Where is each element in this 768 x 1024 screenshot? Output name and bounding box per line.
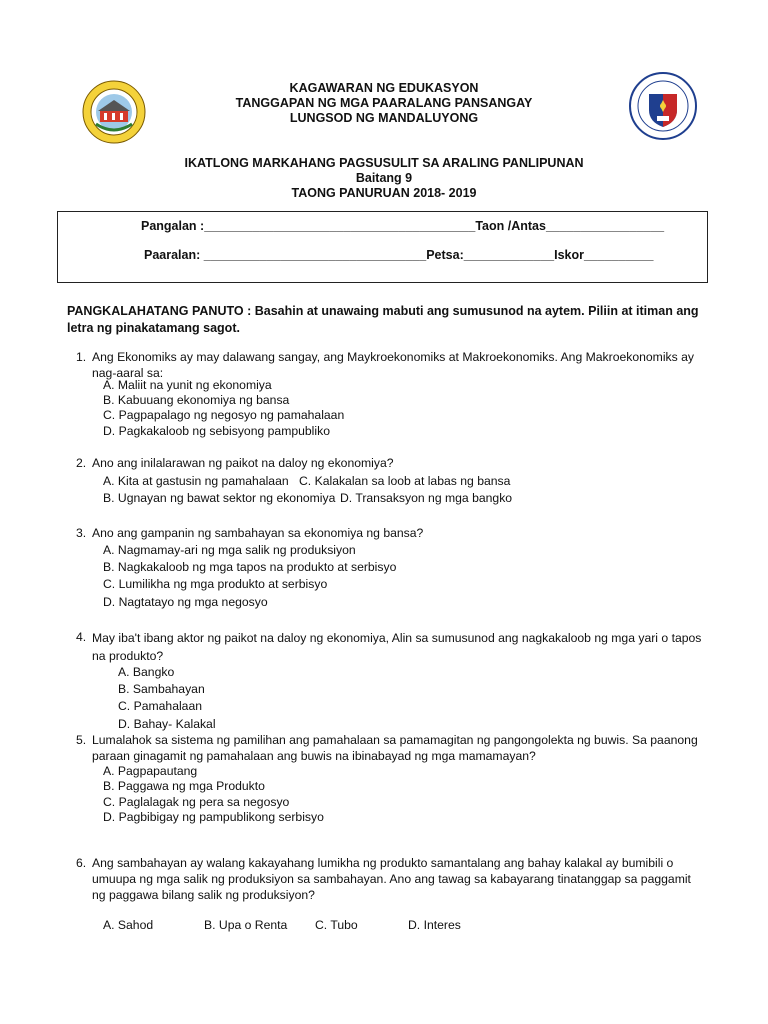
q1-option-d[interactable]: D. Pagkakaloob ng sebisyong pampubliko: [103, 424, 330, 438]
question-6-text: Ang sambahayan ay walang kakayahang lumikha ng produkto samantalang ang bahay kalakal ay bumibili o umuupa ng mga salik ng produksiyon sa sambahayan. Ano ang tawag sa kabayarang tinatanggap sa paggamit ng paggawa bilang salik ng produksiyon?: [92, 856, 691, 902]
question-2-text: Ano ang inilalarawan ng paikot na daloy ng ekonomiya?: [92, 456, 394, 470]
q1-option-b[interactable]: B. Kabuuang ekonomiya ng bansa: [103, 393, 290, 407]
q4-option-d[interactable]: D. Bahay- Kalakal: [118, 717, 216, 731]
q6-option-a[interactable]: A. Sahod: [103, 918, 154, 932]
q4-option-a[interactable]: A. Bangko: [118, 665, 175, 679]
q3-option-b[interactable]: B. Nagkakaloob ng mga tapos na produkto at serbisyo: [103, 560, 397, 574]
q5-option-c[interactable]: C. Paglalagak ng pera sa negosyo: [103, 795, 290, 809]
question-5-text: Lumalahok sa sistema ng pamilihan ang pamahalaan sa pamamagitan ng pangongolekta ng buwis. Sa paanong paraan ginagamit ng pamahalaan ang buwis na ibinabayad ng mga mamamayan?: [92, 733, 698, 763]
q5-option-a[interactable]: A. Pagpapautang: [103, 764, 198, 778]
school-field-line[interactable]: Paaralan: ________________________________Petsa:_____________Iskor__________: [144, 248, 654, 262]
question-2-number: 2.: [76, 456, 87, 470]
q3-option-c[interactable]: C. Lumilikha ng mga produkto at serbisyo: [103, 577, 328, 591]
q6-option-d[interactable]: D. Interes: [408, 918, 461, 932]
q2-option-b[interactable]: B. Ugnayan ng bawat sektor ng ekonomiya: [103, 491, 336, 505]
question-5-number: 5.: [76, 733, 87, 747]
q6-option-c[interactable]: C. Tubo: [315, 918, 358, 932]
q2-option-c[interactable]: C. Kalakalan sa loob at labas ng bansa: [299, 474, 511, 488]
q1-option-c[interactable]: C. Pagpapalago ng negosyo ng pamahalaan: [103, 408, 345, 422]
name-field-line[interactable]: Pangalan :_______________________________________Taon /Antas_________________: [141, 219, 665, 233]
q2-option-a[interactable]: A. Kita at gastusin ng pamahalaan: [103, 474, 289, 488]
question-3-number: 3.: [76, 526, 87, 540]
q3-option-d[interactable]: D. Nagtatayo ng mga negosyo: [103, 595, 268, 609]
q6-option-b[interactable]: B. Upa o Renta: [204, 918, 288, 932]
exam-title: IKATLONG MARKAHANG PAGSUSULIT SA ARALING PANLIPUNAN: [184, 156, 584, 170]
q3-option-a[interactable]: A. Nagmamay-ari ng mga salik ng produksiyon: [103, 543, 356, 557]
question-3-text: Ano ang gampanin ng sambahayan sa ekonomiya ng bansa?: [92, 526, 424, 540]
school-year: TAONG PANURUAN 2018- 2019: [291, 186, 477, 200]
header-department: KAGAWARAN NG EDUKASYON: [289, 81, 479, 95]
question-4-text: May iba't ibang aktor ng paikot na daloy ng ekonomiya, Alin sa sumusunod ang nagkakaloob ng mga yari o tapos na produkto?: [92, 631, 702, 663]
general-instructions: PANGKALAHATANG PANUTO : Basahin at unawaing mabuti ang sumusunod na aytem. Piliin at itiman ang letra ng pinakatamang sagot.: [67, 304, 699, 335]
header-city: LUNGSOD NG MANDALUYONG: [289, 111, 479, 125]
q1-option-a[interactable]: A. Maliit na yunit ng ekonomiya: [103, 378, 272, 392]
q2-option-d[interactable]: D. Transaksyon ng mga bangko: [340, 491, 513, 505]
q5-option-b[interactable]: B. Paggawa ng mga Produkto: [103, 779, 265, 793]
q4-option-c[interactable]: C. Pamahalaan: [118, 699, 203, 713]
header-office: TANGGAPAN NG MGA PAARALANG PANSANGAY: [235, 96, 533, 110]
grade-level: Baitang 9: [355, 171, 413, 185]
q4-option-b[interactable]: B. Sambahayan: [118, 682, 205, 696]
q5-option-d[interactable]: D. Pagbibigay ng pampublikong serbisyo: [103, 810, 324, 824]
question-4-number: 4.: [76, 630, 87, 644]
question-1-text: Ang Ekonomiks ay may dalawang sangay, ang Maykroekonomiks at Makroekonomiks. Ang Makroekonomiks ay nag-aaral sa:: [92, 350, 694, 380]
question-1-number: 1.: [76, 350, 87, 364]
question-6-number: 6.: [76, 856, 87, 870]
